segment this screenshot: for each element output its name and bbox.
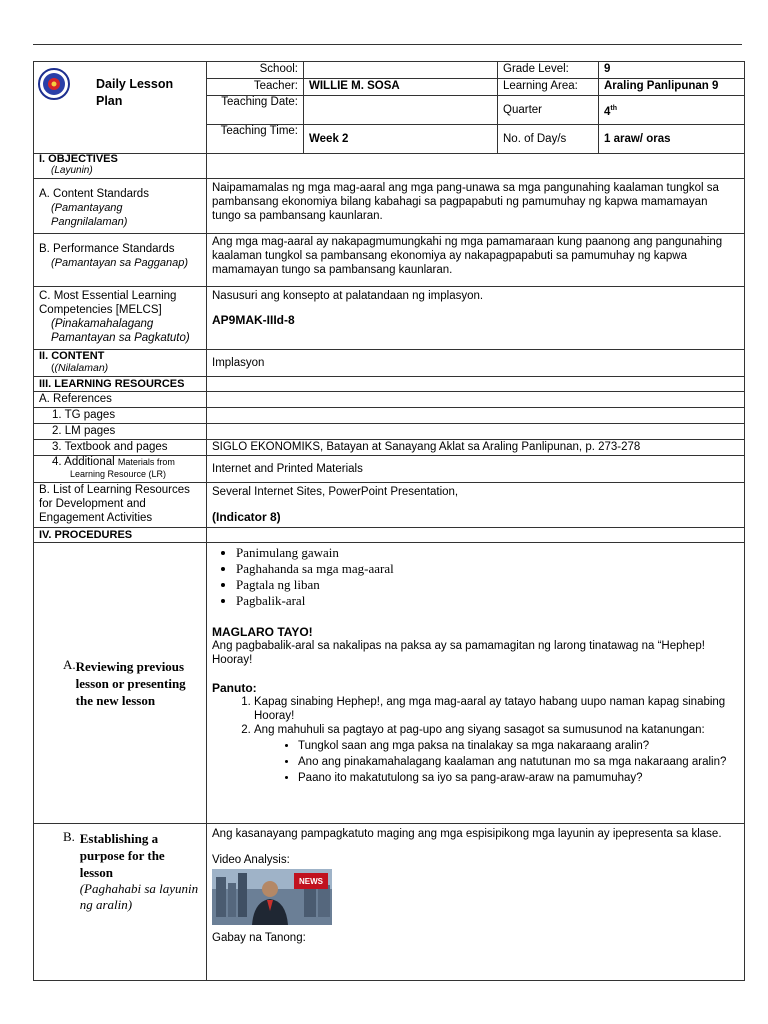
news-badge: NEWS xyxy=(299,877,323,886)
procedure-b-label-cell xyxy=(34,824,207,981)
list-item: • Pagbalik-aral xyxy=(236,593,739,609)
indicator-label: (Indicator 8) xyxy=(212,510,281,524)
maglaro-text: Ang pagbabalik-aral sa nakalipas na paksa ay sa pamamagitan ng larong tinatawag na “Hephep! Hooray! xyxy=(212,640,705,666)
lm-pages-value xyxy=(207,424,745,440)
textbook-label: 3. Textbook and pages xyxy=(34,440,207,456)
header-logo-cell xyxy=(34,62,207,154)
gabay-label: Gabay na Tanong: xyxy=(212,932,306,944)
melcs-cell xyxy=(34,287,207,350)
content-standards-label: A. Content Standards xyxy=(39,188,149,200)
additional-small: Materials from xyxy=(117,457,175,467)
content-heading: II. CONTENT xyxy=(39,350,105,362)
melcs-sub: (Pinakamahalagang Pamantayan sa Pagkatuto) xyxy=(51,318,190,344)
page-title: Daily Lesson Plan xyxy=(96,77,174,108)
list-item: • Pagtala ng liban xyxy=(236,577,739,593)
days-value: 1 araw/ oras xyxy=(599,125,745,154)
additional-value: Internet and Printed Materials xyxy=(207,456,745,483)
procedures-heading: IV. PROCEDURES xyxy=(34,528,207,543)
panuto-heading: Panuto: xyxy=(212,681,257,695)
procedure-b-text: Ang kasanayang pampagkatuto maging ang mga espisipikong mga layunin ay ipepresenta sa klase. xyxy=(212,828,722,840)
content-standards-text: Naipamamalas ng mga mag-aaral ang mga pang-unawa sa mga pangunahing kaalaman tungkol sa pambansang ekonomiya bilang kabahagi sa pagpapabuti ng pamumuhay ng kapwa mamamayan tungo sa pambansang kaunlaran. xyxy=(207,179,745,234)
resources-blank xyxy=(207,377,745,392)
school-label: School: xyxy=(207,62,304,79)
tg-pages-label: 1. TG pages xyxy=(34,408,207,424)
panuto-list xyxy=(212,695,739,785)
learning-area-label: Learning Area: xyxy=(498,79,599,96)
additional-materials-cell xyxy=(34,456,207,483)
additional-label: 4. Additional xyxy=(52,456,115,468)
maglaro-heading: MAGLARO TAYO! xyxy=(212,625,313,639)
procedures-blank xyxy=(207,528,745,543)
teaching-time-value: Week 2 xyxy=(304,125,498,154)
panuto-item-1: 1. Kapag sinabing Hephep!, ang mga mag-aaral ay tatayo habang uupo naman kapag sinabing Hooray! xyxy=(254,695,739,723)
performance-standards-sub: (Pamantayan sa Pagganap) xyxy=(51,257,188,269)
melcs-label: C. Most Essential Learning Competencies [MELCS] xyxy=(39,290,177,316)
procedure-a-letter: A. xyxy=(63,656,76,672)
content-heading-sub-wrap: ((Nilalaman) xyxy=(51,362,109,374)
resources-heading: III. LEARNING RESOURCES xyxy=(34,377,207,392)
procedure-b-content xyxy=(207,824,745,981)
quarter-label: Quarter xyxy=(498,96,599,125)
teacher-value: WILLIE M. SOSA xyxy=(304,79,498,96)
question-item: • Paano ito makatutulong sa iyo sa pang-araw-araw na pamumuhay? xyxy=(298,771,739,785)
quarter-value: 4th xyxy=(599,96,745,125)
melcs-text: Nasusuri ang konsepto at palatandaan ng implasyon. xyxy=(212,290,484,302)
tg-pages-value xyxy=(207,408,745,424)
objectives-heading-cell xyxy=(34,154,207,179)
additional-small-2: Learning Resource (LR) xyxy=(70,469,167,479)
teaching-date-label: Teaching Date: xyxy=(207,96,304,125)
video-thumbnail[interactable] xyxy=(212,869,332,925)
teaching-date-value xyxy=(304,96,498,125)
days-label: No. of Day/s xyxy=(498,125,599,154)
objectives-blank xyxy=(207,154,745,179)
melcs-code: AP9MAK-IIId-8 xyxy=(212,313,295,327)
procedure-b-sub: (Paghahabi sa layunin ng aralin) xyxy=(79,881,199,912)
references-label: A. References xyxy=(34,392,207,408)
procedure-b-letter: B. xyxy=(63,829,75,844)
list-item: • Paghahanda sa mga mag-aaral xyxy=(236,561,739,577)
top-rule xyxy=(33,44,742,45)
content-heading-cell xyxy=(34,350,207,377)
list-item: • Panimulang gawain xyxy=(236,545,739,561)
objectives-heading-sub: (Layunin) xyxy=(51,165,93,176)
list-resources-value: Several Internet Sites, PowerPoint Presentation, xyxy=(212,486,459,498)
question-item: • Ano ang pinakamahalagang kaalaman ang natutunan mo sa mga nakaraang aralin? xyxy=(298,755,739,769)
melcs-cell-right xyxy=(207,287,745,350)
content-standards-sub: (Pamantayang Pangnilalaman) xyxy=(51,202,128,228)
procedure-a-bullets xyxy=(212,545,739,609)
question-list xyxy=(254,739,739,785)
teacher-label: Teacher: xyxy=(207,79,304,96)
lm-pages-label: 2. LM pages xyxy=(34,424,207,440)
performance-standards-text: Ang mga mag-aaral ay nakapagmumungkahi ng mga pamamaraan kung paanong ang pangunahing kaalaman tungkol sa pambansang ekonomiya ay nakapagpapabuti sa pamumuhay ng kapwa mamamayan tungo sa pambansang kaunlaran. xyxy=(207,234,745,287)
learning-area-value: Araling Panlipunan 9 xyxy=(599,79,745,96)
procedure-a-label xyxy=(39,658,201,709)
video-analysis-label: Video Analysis: xyxy=(212,854,290,866)
procedure-b-title: Establishing a purpose for the lesson xyxy=(79,831,165,880)
panuto-item-2: 2. Ang mahuhuli sa pagtayo at pag-upo ang siyang sasagot sa sumusunod na katanungan: • Tungkol saan ang mga paksa na tinalakay sa mga nakaraang aralin? • Ano ang pinakamahalagang kaalaman ang natutunan mo sa mga nakaraang aralin? • Paano ito makatutulong sa iyo sa pang-araw-araw na pamumuhay? xyxy=(254,723,739,785)
deped-seal-icon xyxy=(38,68,70,100)
content-heading-sub: (Nilalaman) xyxy=(54,362,109,374)
list-resources-label: B. List of Learning Resources for Development and Engagement Activities xyxy=(34,483,207,528)
content-value: Implasyon xyxy=(207,350,745,377)
teaching-time-label: Teaching Time: xyxy=(207,125,304,154)
grade-level-label: Grade Level: xyxy=(498,62,599,79)
list-resources-cell xyxy=(207,483,745,528)
performance-standards-label: B. Performance Standards xyxy=(39,243,175,255)
textbook-value: SIGLO EKONOMIKS, Batayan at Sanayang Aklat sa Araling Panlipunan, p. 273-278 xyxy=(207,440,745,456)
grade-level-value: 9 xyxy=(599,62,745,79)
procedure-a-title: Reviewing previous lesson or presenting the new lesson xyxy=(75,658,186,708)
school-value xyxy=(304,62,498,79)
references-blank xyxy=(207,392,745,408)
content-standards-cell xyxy=(34,179,207,234)
procedure-a-label-cell xyxy=(34,543,207,824)
performance-standards-cell xyxy=(34,234,207,287)
objectives-heading: I. OBJECTIVES xyxy=(39,153,118,165)
daily-lesson-plan-table xyxy=(33,61,745,981)
procedure-a-content xyxy=(207,543,745,824)
procedure-b-title-block xyxy=(80,830,201,913)
question-item: • Tungkol saan ang mga paksa na tinalakay sa mga nakaraang aralin? xyxy=(298,739,739,753)
procedure-b-label xyxy=(39,830,201,913)
